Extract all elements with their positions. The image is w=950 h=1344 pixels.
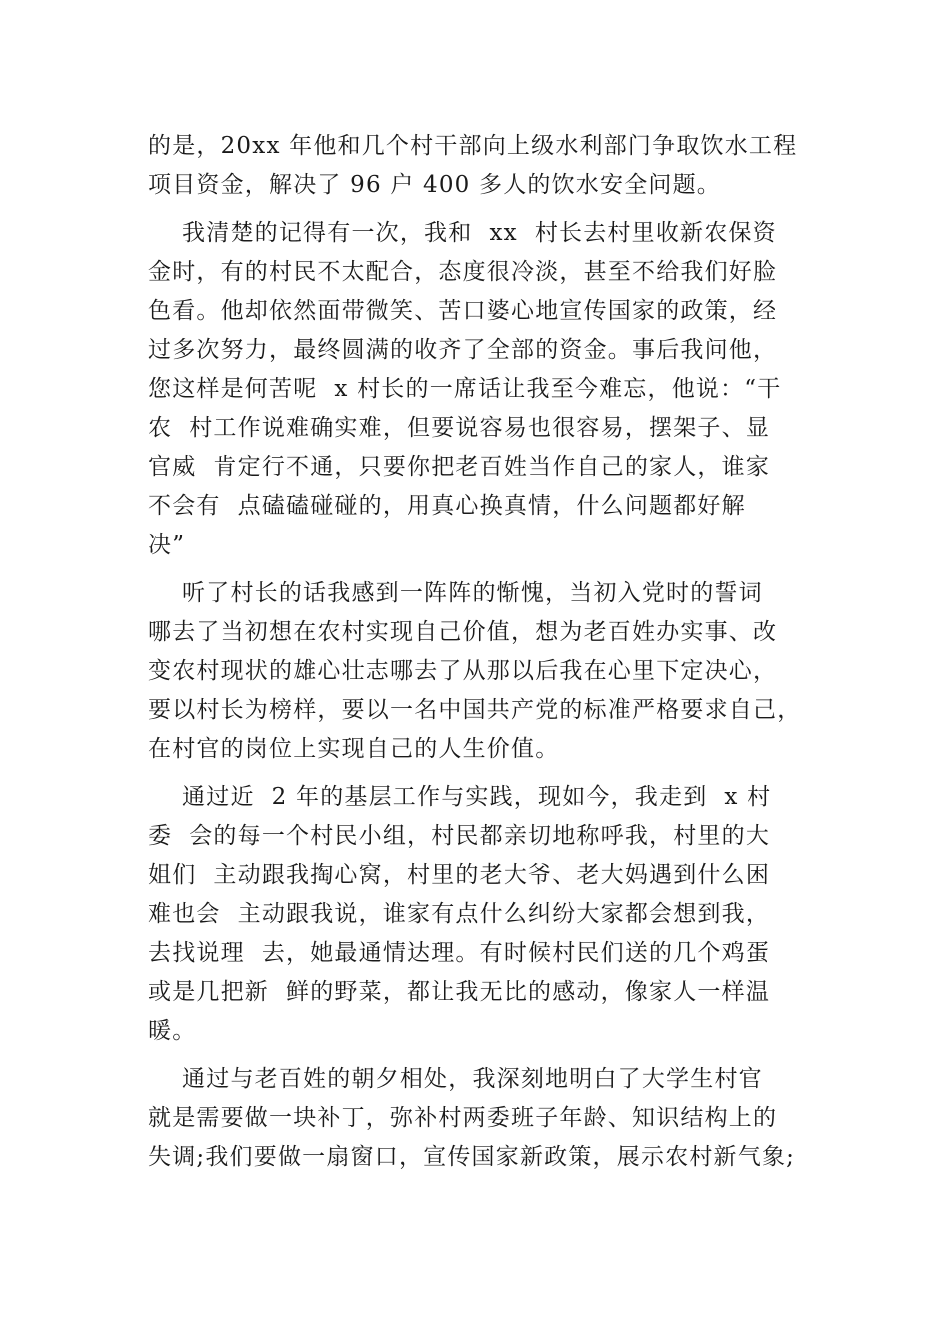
text-line: 通过与老百姓的朝夕相处，我深刻地明白了大学生村官 <box>148 1066 763 1092</box>
text-line: 色看。他却依然面带微笑、苦口婆心地宣传国家的政策，经 <box>148 298 778 324</box>
text-line: 失调;我们要做一扇窗口，宣传国家新政策，展示农村新气象; <box>148 1144 796 1170</box>
text-line: 要以村长为榜样，要以一名中国共产党的标准严格要求自己， <box>148 697 802 723</box>
text-line: 难也会 主动跟我说，谁家有点什么纠纷大家都会想到我， <box>148 901 771 927</box>
text-line: 听了村长的话我感到一阵阵的惭愧，当初入党时的誓词 <box>148 580 763 606</box>
text-line: 暖。 <box>148 1018 197 1044</box>
text-line: 姐们 主动跟我掏心窝，村里的老大爷、老大妈遇到什么困 <box>148 862 771 888</box>
text-line: 或是几把新 鲜的野菜，都让我无比的感动，像家人一样温 <box>148 979 771 1005</box>
text-line: 过多次努力，最终圆满的收齐了全部的资金。事后我问他， <box>148 337 778 363</box>
text-line: 金时，有的村民不太配合，态度很冷淡，甚至不给我们好脸 <box>148 259 778 285</box>
paragraph-2 <box>148 214 828 565</box>
text-line: 项目资金，解决了 96 户 400 多人的饮水安全问题。 <box>148 172 722 198</box>
text-line: 农 村工作说难确实难，但要说容易也很容易，摆架子、显 <box>148 415 771 441</box>
paragraph-5 <box>148 1060 828 1177</box>
text-line: 不会有 点磕磕碰碰的，用真心换真情，什么问题都好解 <box>148 493 746 519</box>
text-line: 我清楚的记得有一次，我和 xx 村长去村里收新农保资 <box>148 220 777 246</box>
paragraph-4 <box>148 778 828 1051</box>
text-line: 去找说理 去，她最通情达理。有时候村民们送的几个鸡蛋 <box>148 940 771 966</box>
text-line: 官威 肯定行不通，只要你把老百姓当作自己的家人，谁家 <box>148 454 771 480</box>
text-line: 哪去了当初想在农村实现自己价值，想为老百姓办实事、改 <box>148 619 778 645</box>
text-line: 委 会的每一个村民小组，村民都亲切地称呼我，村里的大 <box>148 823 771 849</box>
text-line: 您这样是何苦呢 x 村长的一席话让我至今难忘，他说：“干 <box>148 376 782 402</box>
text-line: 通过近 2 年的基层工作与实践，现如今，我走到 x 村 <box>148 784 772 810</box>
text-line: 在村官的岗位上实现自己的人生价值。 <box>148 736 560 762</box>
text-line: 就是需要做一块补丁，弥补村两委班子年龄、知识结构上的 <box>148 1105 778 1131</box>
paragraph-3 <box>148 574 828 769</box>
text-line: 决” <box>148 532 186 558</box>
text-line: 的是，20xx 年他和几个村干部向上级水利部门争取饮水工程 <box>148 133 798 159</box>
document-body <box>148 127 828 1177</box>
text-line: 变农村现状的雄心壮志哪去了从那以后我在心里下定决心， <box>148 658 778 684</box>
paragraph-1 <box>148 127 828 205</box>
